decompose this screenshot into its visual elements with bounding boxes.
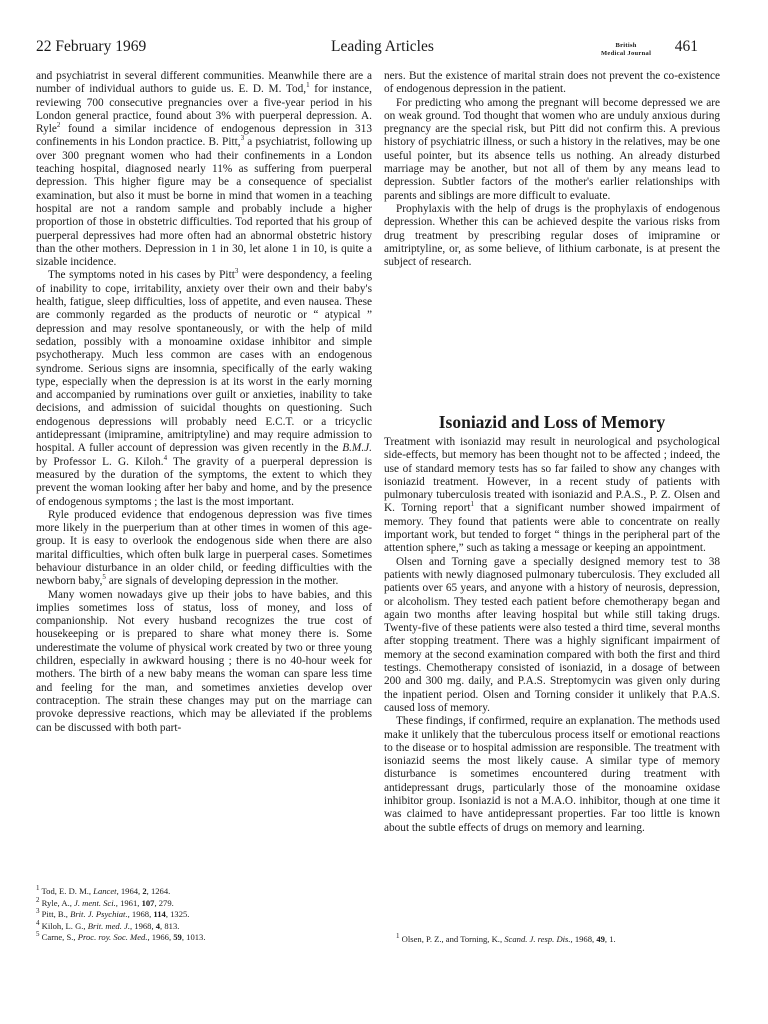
header-section-title: Leading Articles [331,38,434,55]
right-column-continuation [384,70,720,269]
running-header [36,38,698,62]
paragraph: For predicting who among the pregnant will become depressed we are on weak ground. Tod thought that women who are unduly anxious during pregnancy are the special risk, but Pitt did not confirm this. A previous history of psychiatric illness, or such a history in the relatives, may be one useful pointer, but its absence tells us nothing. An already disturbed marriage may be another, but not all of them by any means lead to depression. Subtler factors of the mother's earlier relationships with parents and siblings are more difficult to evaluate. [384,96,720,202]
paragraph: and psychiatrist in several different communities. Meanwhile there are a number of individual authors to guide us. E. D. M. Tod,$^1$ for instance, reviewing 700 consecutive pregnancies over a five-year period in his London general practice, found about 3% with puerperal depression. A. Ryle$^2$ found a similar incidence of endogenous depression in 313 confinements in his London practice. B. Pitt,$^3$ a psychiatrist, following up over 300 pregnant women who had their confinements in a London teaching hospital, diagnosed nearly 11% as suffering from puerperal depression. This higher figure may be a consequence of specialist examination, but also it must be borne in mind that women in a teaching hospital are not a random sample and probably include a higher proportion of those in obstetric difficulties. Tod reported that his group of puerperal depressives had more often had an abnormal obstetric history than the other mothers. Depression in 1 in 30, let alone 1 in 10, is quite a sizable incidence. [36,70,372,269]
footnotes-left [36,886,372,944]
paragraph: ners. But the existence of marital strain does not prevent the co-existence of endogenous depression in the patient. [384,70,720,96]
paragraph: The symptoms noted in his cases by Pitt$^3$ were despondency, a feeling of inability to cope, irritability, anxiety over their own and their baby's health, fatigue, sleep difficulties, loss of appetite, and even nausea. These are commonly regarded as the products of neurotic or “ atypical ” depression and may resolve spontaneously, or with the help of mild sedation, possibly with a monoamine oxidase inhibitor and simple psychotherapy. Much less common are cases with an endogenous syndrome. Serious signs are insomnia, specifically of the early waking type, especially when the depression is at its worst in the early morning and accompanied by ruminations over guilt or anxieties, inability to take decisions, and admission of suicidal thoughts on questioning. Such endogenous depressions will probably need E.C.T. or a tricyclic antidepressant (imipramine, amitriptyline) and may require admission to hospital. A fuller account of depression was given recently in the B.M.J. by Professor L. G. Kiloh.$^4$ The gravity of a puerperal depression is measured by the duration of the symptoms, the extent to which they prevent the woman looking after her baby and home, and by the presence of endogenous symptoms ; the last is the most important. [36,267,372,508]
article-title: Isoniazid and Loss of Memory [438,412,666,432]
journal-logo-line2: Medical Journal [601,50,652,57]
journal-logo [601,42,651,58]
left-column [36,70,372,735]
paragraph: Olsen and Torning gave a specially designed memory test to 38 patients with newly diagnosed pulmonary tuberculosis. They excluded all patients over 65 years, and anyone with a history of neurosis, depression, or alcoholism. They tested each patient before chemotherapy began and again two months after leaving hospital but while still taking drugs. Twenty-five of these patients were also tested a third time, several months after stopping treatment. There was a highly significant impairment of memory at the second examination compared with both the first and third testings. Chemotherapy consisted of isoniazid, in a dosage of between 200 and 300 mg. daily, and P.A.S. Streptomycin was given only during the inpatient period. Olsen and Torning consider it unlikely that P.A.S. caused loss of memory. [384,555,720,714]
page-number: 461 [674,38,698,55]
journal-logo-line1: British [615,42,637,49]
article-body [384,436,720,835]
footnote-reference: $^1$ Tod, E. D. M., Lancet, 1964, 2, 1264. [36,884,171,896]
footnote-reference: $^4$ Kiloh, L. G., Brit. med. J., 1968, 4, 813. [36,918,180,931]
header-date: 22 February 1969 [36,38,147,55]
paragraph: Treatment with isoniazid may result in neurological and psychological side-effects, but memory has been thought not to be affected ; indeed, the use of standard memory tests has so far failed to show any changes with isoniazid treatment. However, in a recent study of patients with pulmonary tuberculosis treated with isoniazid and P.A.S., P. Z. Olsen and K. Torning report$^1$ that a significant number showed impairment of memory. They found that patients were able to concentrate on really important work, but tended to forget “ things in the peripheral part of the attention sphere,” such as taking a message or keeping an appointment. [384,436,720,555]
paragraph: These findings, if confirmed, require an explanation. The methods used make it unlikely that the tuberculous process itself or emotional reactions to the disease or to hospital admission are responsible. The treatment with isoniazid seems the most likely cause. A similar type of memory disturbance is sometimes encountered during treatment with antidepressant drugs, particularly those of the monoamine oxidase inhibitor group. Isoniazid is not a M.A.O. inhibitor, though at one time it was claimed to have antidepressant properties. Far too little is known about the subtle effects of drugs on memory and learning. [384,715,720,834]
footnote-right: $^1$ Olsen, P. Z., and Torning, K., Scand. J. resp. Dis., 1968, 49, 1. [396,932,616,944]
footnote-reference: $^2$ Ryle, A., J. ment. Sci., 1961, 107, 279. [36,895,174,908]
paragraph: Prophylaxis with the help of drugs is the prophylaxis of endogenous depression. Whether this can be achieved despite the various risks from drug treatment by prescribing regular doses of imipramine or amitriptyline, or, as some believe, of lithium carbonate, is at present the subject of research. [384,202,720,269]
paragraph: Many women nowadays give up their jobs to have babies, and this implies sometimes loss of status, loss of money, and loss of companionship. Not every husband recognizes the true cost of housekeeping or is prepared to share what money there is. Some underestimate the volume of physical work created by two or three young children, especially in awkward housing ; there is no 40-hour week for mothers. The birth of a new baby means the woman can spare less time and feeling for the man, and sometimes anxieties develop over contraception. The strain these changes may put on the marriage can provoke depressive reactions, which may be alleviated if the problems can be discussed with both part- [36,588,372,734]
footnote-reference: $^5$ Carne, S., Proc. roy. Soc. Med., 1966, 59, 1013. [36,930,206,943]
paragraph: Ryle produced evidence that endogenous depression was five times more likely in the puerperium than at other times in women of this age-group. It is easy to overlook the endogenous side when there are also marital difficulties, which often bulk large in puerperal cases. Sometimes behaviour disturbance in an older child, or feeding difficulties with the newborn baby,$^5$ are signals of developing depression in the mother. [36,508,372,588]
footnote-reference: $^3$ Pitt, B., Brit. J. Psychiat., 1968, 114, 1325. [36,907,190,920]
